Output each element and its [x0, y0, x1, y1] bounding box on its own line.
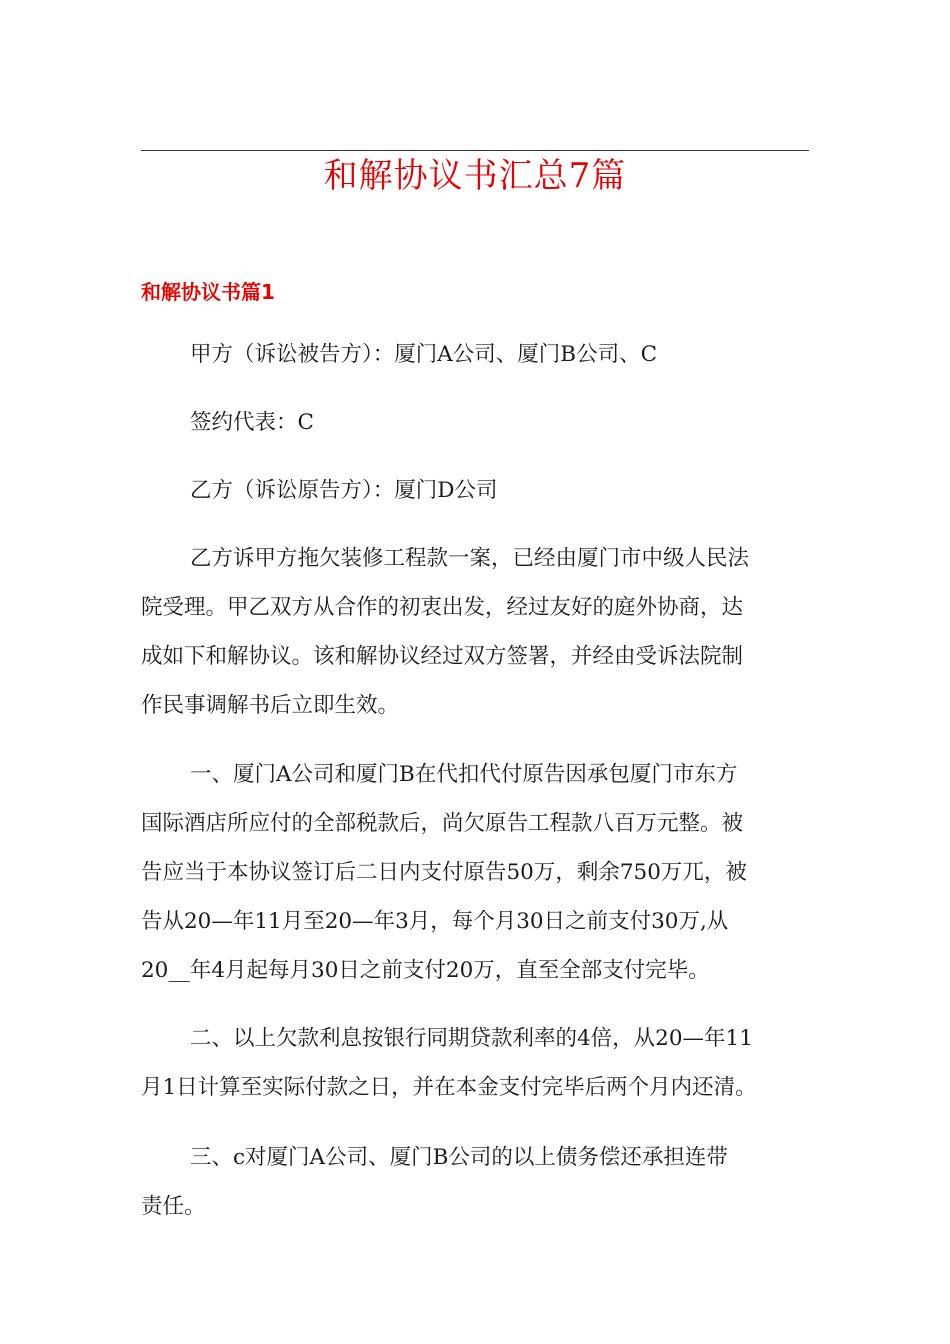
- paragraph-intro: [141, 534, 811, 730]
- section-heading: 和解协议书篇1: [141, 280, 275, 304]
- paragraph-line: 国际酒店所应付的全部税款后，尚欠原告工程款八百万元整。被: [141, 811, 744, 836]
- paragraph-line: 告从20—年11月至20—年3月，每个月30日之前支付30万,从: [141, 909, 729, 934]
- paragraph-line: 乙方诉甲方拖欠装修工程款一案，已经由厦门市中级人民法: [190, 546, 750, 571]
- paragraph-line: 20__年4月起每月30日之前支付20万，直至全部支付完毕。: [141, 958, 710, 983]
- paragraph-line: 三、c对厦门A公司、厦门B公司的以上债务偿还承担连带: [190, 1145, 728, 1170]
- document-title: 和解协议书汇总7篇: [323, 156, 627, 196]
- paragraph-line: 院受理。甲乙双方从合作的初衷出发，经过友好的庭外协商，达: [141, 595, 744, 620]
- party-a-text: 甲方（诉讼被告方）：厦门A公司、厦门B公司、C: [190, 342, 658, 367]
- header-rule: [141, 150, 809, 151]
- signing-rep-text: 签约代表：C: [190, 410, 314, 435]
- paragraph-clause-3: [141, 1133, 811, 1231]
- paragraph-line: 作民事调解书后立即生效。: [141, 693, 400, 718]
- party-b-line: [141, 466, 811, 515]
- paragraph-line: 二、以上欠款利息按银行同期贷款利率的4倍，从20—年11: [190, 1026, 753, 1051]
- paragraph-line: 成如下和解协议。该和解协议经过双方签署，并经由受诉法院制: [141, 644, 744, 669]
- paragraph-line: 责任。: [141, 1194, 206, 1219]
- paragraph-clause-1: [141, 750, 811, 995]
- party-a-line: [141, 330, 811, 379]
- paragraph-line: 月1日计算至实际付款之日，并在本金支付完毕后两个月内还清。: [141, 1075, 757, 1100]
- signing-rep-line: [141, 398, 811, 447]
- paragraph-line: 一、厦门A公司和厦门B在代扣代付原告因承包厦门市东方: [190, 762, 738, 787]
- party-b-text: 乙方（诉讼原告方）：厦门D公司: [190, 478, 498, 503]
- paragraph-line: 告应当于本协议签订后二日内支付原告50万，剩余750万兀，被: [141, 860, 747, 885]
- paragraph-clause-2: [141, 1014, 811, 1112]
